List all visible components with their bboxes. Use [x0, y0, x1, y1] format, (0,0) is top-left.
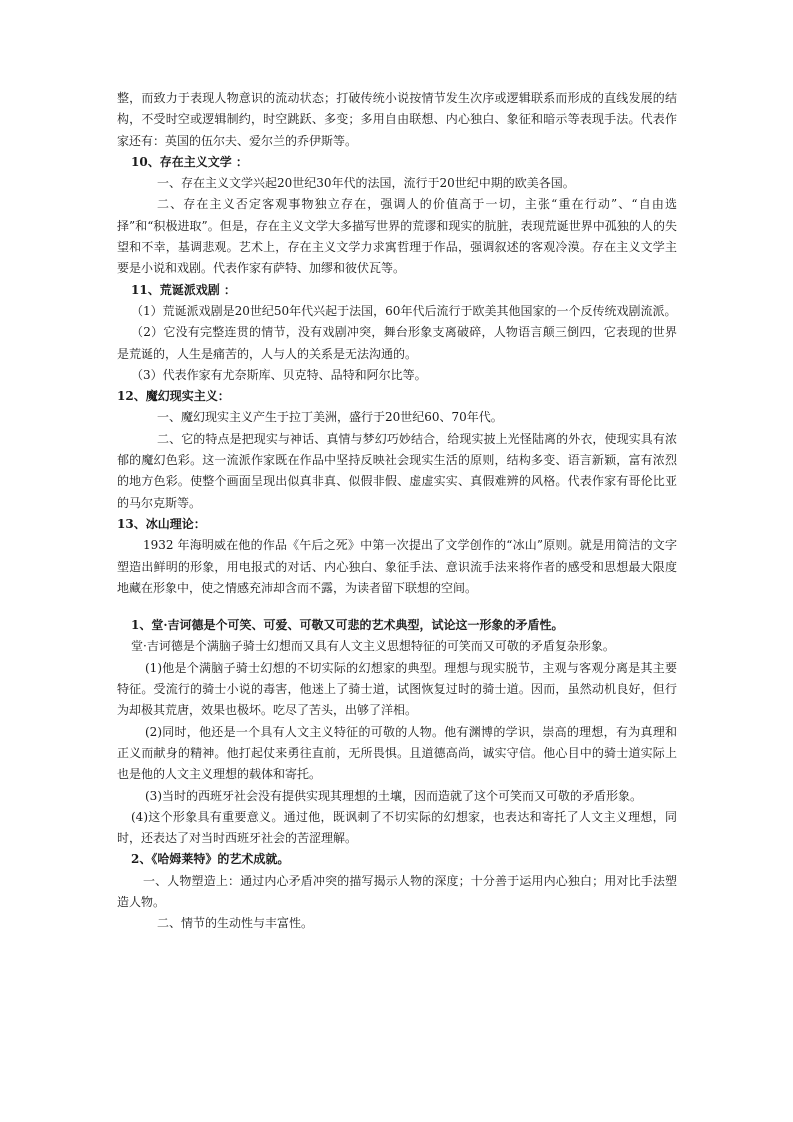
- paragraph-absurd-2: （2）它没有完整连贯的情节，没有戏剧冲突，舞台形象支离破碎，人物语言颠三倒四，它表现的世界是荒诞的，人生是痛苦的，人与人的关系是无法沟通的。: [117, 325, 677, 361]
- heading-magic-realism: 12、魔幻现实主义：: [117, 389, 230, 404]
- paragraph-absurd-3: （3）代表作家有尤奈斯库、贝克特、品特和阿尔比等。: [131, 367, 427, 382]
- paragraph-magic-realism-2: 二、它的特点是把现实与神话、真情与梦幻巧妙结合，给现实披上光怪陆离的外衣，使现实具有浓郁的魔幻色彩。这一流派作家既在作品中坚持反映社会现实生活的原则，结构多变、语言新颖，富有浓烈的地方色彩。使整个画面呈现出似真非真、似假非假、虚虚实实、真假难辨的风格。代表作家有哥伦比亚的马尔克斯等。: [117, 431, 677, 510]
- paragraph-hamlet-1: 一、人物塑造上：通过内心矛盾冲突的描写揭示人物的深度；十分善于运用内心独白；用对比手法塑造人物。: [117, 873, 677, 909]
- paragraph-don-quixote-4: (4)这个形象具有重要意义。通过他，既讽刺了不切实际的幻想家，也表达和寄托了人文主义理想，同时，还表达了对当时西班牙社会的苦涩理解。: [117, 809, 677, 846]
- paragraph-don-quixote-1: (1)他是个满脑子骑士幻想的不切实际的幻想家的典型。理想与现实脱节，主观与客观分离是其主要特征。受流行的骑士小说的毒害，他迷上了骑士道，试图恢复过时的骑士道。因而，虽然动机良好，但行为却极其荒唐，效果也极坏。吃尽了苦头，出够了洋相。: [117, 660, 677, 718]
- paragraph-hamlet-2: 二、情节的生动性与丰富性。: [157, 916, 314, 931]
- paragraph-don-quixote-2: (2)同时，他还是一个具有人文主义特征的可敬的人物。他有渊博的学识，崇高的理想，有为真理和正义而献身的精神。他打起仗来勇往直前，无所畏惧。且道德高尚，诚实守信。他心目中的骑士道实际上也是他的人文主义理想的载体和寄托。: [117, 724, 677, 782]
- heading-existentialism: 10、存在主义文学 ：: [131, 154, 248, 169]
- question-don-quixote: 1、堂·吉诃德是个可笑、可爱、可敬又可悲的艺术典型，试论这一形象的矛盾性。: [131, 618, 564, 633]
- paragraph-don-quixote-intro: 堂·吉诃德是个满脑子骑士幻想而又具有人文主义思想特征的可笑而又可敬的矛盾复杂形象。: [131, 639, 615, 654]
- paragraph-magic-realism-1: 一、魔幻现实主义产生于拉丁美洲，盛行于20世纪60、70年代。: [157, 410, 503, 425]
- paragraph-stream-of-consciousness: 整，而致力于表现人物意识的流动状态；打破传统小说按情节发生次序或逻辑联系而形成的直线发展的结构，不受时空或逻辑制约，时空跳跃、多变；多用自由联想、内心独白、象征和暗示等表现手法。代表作家还有：英国的伍尔夫、爱尔兰的乔伊斯等。: [117, 91, 677, 148]
- paragraph-iceberg-theory: 1932 年海明威在他的作品《午后之死》中第一次提出了文学创作的“冰山”原则。就是用简洁的文字塑造出鲜明的形象，用电报式的对话、内心独白、象征手法、意识流手法来将作者的感受和思想最大限度地藏在形象中，使之情感充沛却含而不露，为读者留下联想的空间。: [117, 538, 677, 595]
- question-hamlet: 2、《哈姆莱特》的艺术成就。: [131, 852, 290, 867]
- paragraph-absurd-1: （1）荒诞派戏剧是20世纪50年代兴起于法国，60年代后流行于欧美其他国家的一个反传统戏剧流派。: [131, 303, 677, 318]
- paragraph-existentialism-1: 一、存在主义文学兴起20世纪30年代的法国，流行于20世纪中期的欧美各国。: [157, 176, 575, 191]
- heading-absurd-theatre: 11、荒诞派戏剧 ：: [131, 282, 236, 297]
- paragraph-existentialism-2: 二、存在主义否定客观事物独立存在，强调人的价值高于一切，主张“重在行动”、“自由选择”和“积极进取”。但是，存在主义文学大多描写世界的荒谬和现实的肮脏，表现荒诞世界中孤独的人的失望和不幸，基调悲观。艺术上，存在主义文学力求寓哲理于作品，强调叙述的客观冷漠。存在主义文学主要是小说和戏剧。代表作家有萨特、加缪和彼伏瓦等。: [117, 197, 677, 276]
- heading-iceberg-theory: 13、冰山理论：: [117, 516, 206, 531]
- section-gap: [117, 599, 677, 615]
- paragraph-don-quixote-3: (3)当时的西班牙社会没有提供实现其理想的土壤，因而造就了这个可笑而又可敬的矛盾形象。: [145, 788, 643, 803]
